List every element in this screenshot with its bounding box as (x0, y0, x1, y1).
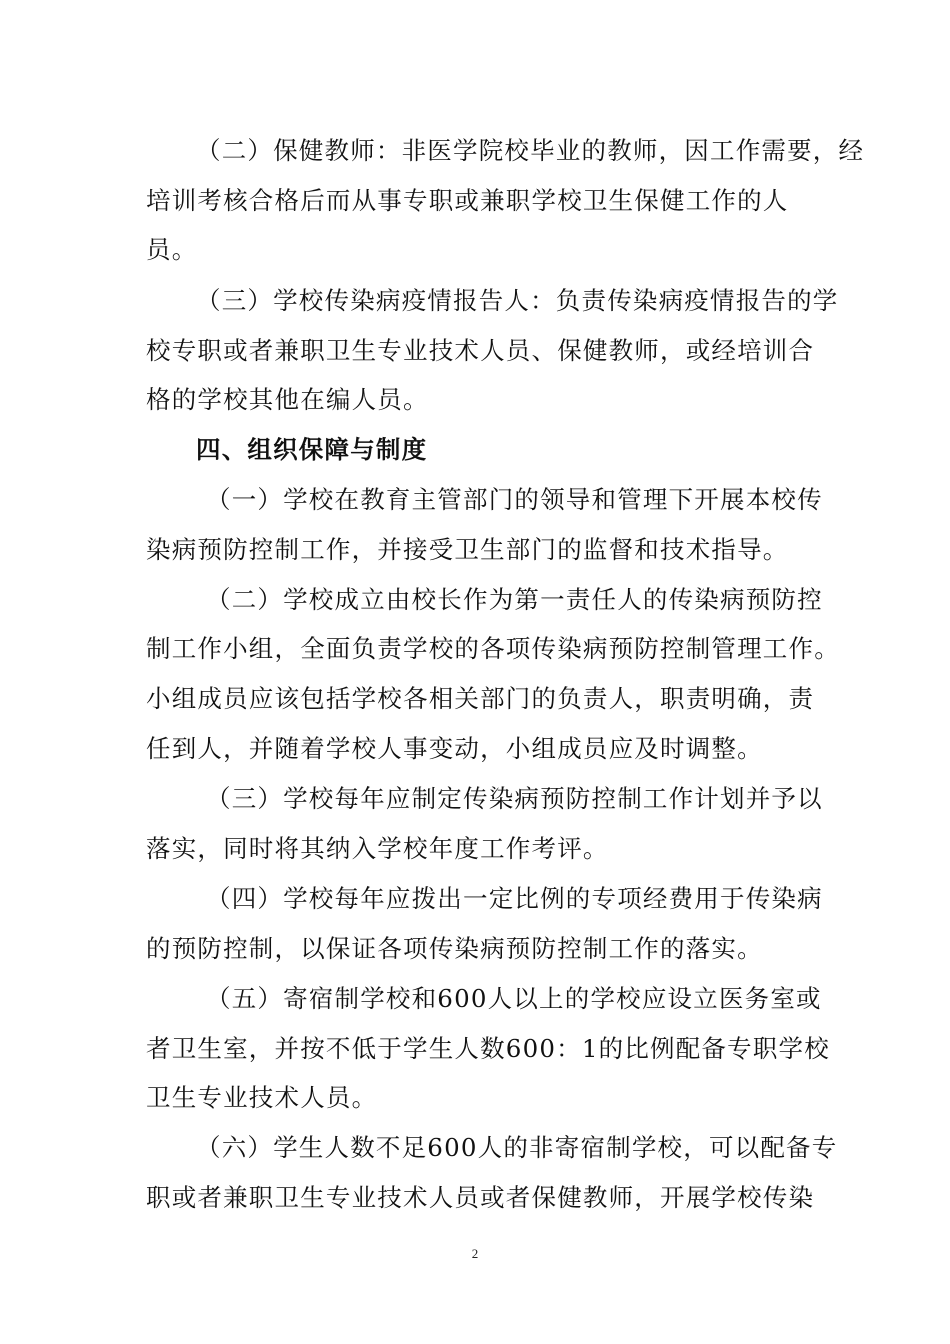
paragraph-line: （二）保健教师：非医学院校毕业的教师，因工作需要，经 (196, 136, 865, 165)
paragraph-line: 格的学校其他在编人员。 (146, 385, 429, 414)
paragraph-line: 者卫生室，并按不低于学生人数600：1的比例配备专职学校 (146, 1034, 830, 1063)
paragraph-line: 落实，同时将其纳入学校年度工作考评。 (146, 834, 609, 863)
paragraph-line: （五）寄宿制学校和600人以上的学校应设立医务室或 (206, 984, 822, 1013)
section-heading: 四、组织保障与制度 (196, 435, 428, 464)
paragraph-line: 任到人，并随着学校人事变动，小组成员应及时调整。 (146, 734, 763, 763)
paragraph-line: 制工作小组，全面负责学校的各项传染病预防控制管理工作。 (146, 634, 840, 663)
paragraph-line: 的预防控制，以保证各项传染病预防控制工作的落实。 (146, 934, 763, 963)
paragraph-line: （三）学校每年应制定传染病预防控制工作计划并予以 (206, 784, 823, 813)
paragraph-line: 培训考核合格后而从事专职或兼职学校卫生保健工作的人 (146, 186, 789, 215)
paragraph-line: （一）学校在教育主管部门的领导和管理下开展本校传 (206, 485, 823, 514)
page-number: 2 (471, 1246, 479, 1261)
paragraph-line: 染病预防控制工作，并接受卫生部门的监督和技术指导。 (146, 535, 789, 564)
paragraph-line: 卫生专业技术人员。 (146, 1083, 378, 1112)
paragraph-line: （四）学校每年应拨出一定比例的专项经费用于传染病 (206, 884, 823, 913)
paragraph-line: 校专职或者兼职卫生专业技术人员、保健教师，或经培训合 (146, 336, 815, 365)
paragraph-line: （六）学生人数不足600人的非寄宿制学校，可以配备专 (196, 1133, 838, 1162)
paragraph-line: （二）学校成立由校长作为第一责任人的传染病预防控 (206, 585, 823, 614)
paragraph-line: 员。 (146, 235, 198, 264)
paragraph-line: 职或者兼职卫生专业技术人员或者保健教师，开展学校传染 (146, 1183, 815, 1212)
paragraph-line: 小组成员应该包括学校各相关部门的负责人，职责明确，责 (146, 684, 815, 713)
paragraph-line: （三）学校传染病疫情报告人：负责传染病疫情报告的学 (196, 286, 839, 315)
